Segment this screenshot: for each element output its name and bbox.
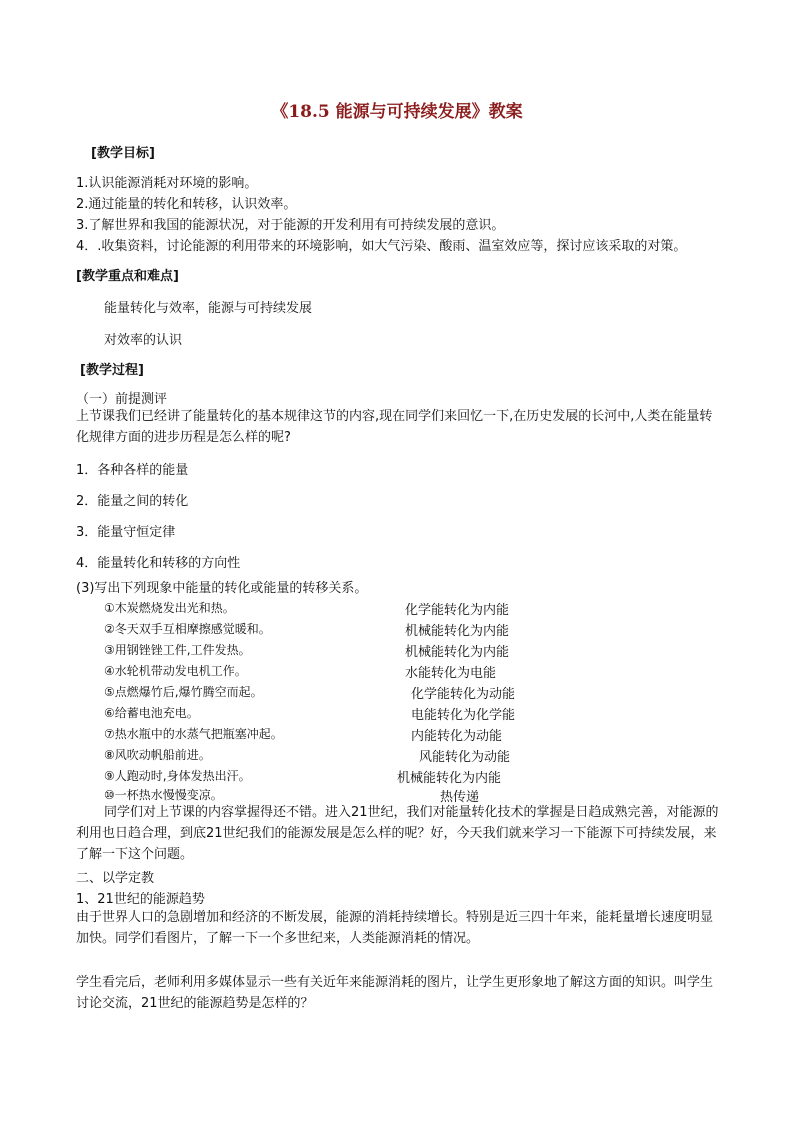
exercise-phenomenon: ⑧风吹动帆船前进。 <box>104 748 211 762</box>
section-1-title: （一）前提测评 <box>76 392 168 407</box>
key-point-text: 能量转化与效率，能源与可持续发展 <box>104 301 313 316</box>
review-item-2: 2．能量之间的转化 <box>76 494 189 509</box>
transition-paragraph: 同学们对上节课的内容掌握得还不错。进入21世纪，我们对能量转化技术的掌握是日趋成熟完善，对能源的利用也日趋合理，到底21世纪我们的能源发展是怎么样的呢？好，今天我们就来学习一下能源下可持续发展，来了解一下这个问题。 <box>76 805 719 862</box>
exercise-answer: 内能转化为动能 <box>411 729 503 744</box>
exercise-phenomenon: ②冬天双手互相摩擦感觉暖和。 <box>104 622 271 636</box>
review-item-4: 4．能量转化和转移的方向性 <box>76 556 241 571</box>
exercise-answer: 热传递 <box>440 790 480 805</box>
exercise-phenomenon: ⑥给蓄电池充电。 <box>104 706 199 720</box>
intro-paragraph: 上节课我们已经讲了能量转化的基本规律这节的内容,现在同学们来回忆一下,在历史发展的长河中,人类在能量转化规律方面的进步历程是怎么样的呢? <box>76 409 713 445</box>
document-title: 《18.5 能源与可持续发展》教案 <box>271 102 523 122</box>
exercise-answer: 机械能转化为内能 <box>397 771 502 786</box>
exercise-phenomenon: ⑩一杯热水慢慢变凉。 <box>104 788 223 802</box>
exercise-phenomenon: ⑦热水瓶中的水蒸气把瓶塞冲起。 <box>104 727 283 741</box>
exercise-prompt: (3)写出下列现象中能量的转化或能量的转移关系。 <box>76 581 368 596</box>
exercise-answer: 电能转化为化学能 <box>411 708 516 723</box>
key-points-heading: [教学重点和难点] <box>76 269 179 284</box>
exercise-answer: 化学能转化为动能 <box>411 687 516 702</box>
exercise-answer: 机械能转化为内能 <box>405 624 510 639</box>
exercise-phenomenon: ③用钢锉锉工件,工件发热。 <box>104 643 251 657</box>
subsection-1-title: 1、21世纪的能源趋势 <box>76 892 205 907</box>
review-item-1: 1．各种各样的能量 <box>76 463 189 478</box>
after-viewing-paragraph: 学生看完后，老师利用多媒体显示一些有关近年来能源消耗的图片，让学生更形象地了解这方面的知识。叫学生讨论交流，21世纪的能源趋势是怎样的？ <box>76 975 714 1011</box>
exercise-phenomenon: ①木炭燃烧发出光和热。 <box>104 601 235 615</box>
exercise-answer: 机械能转化为内能 <box>405 645 510 660</box>
exercise-phenomenon: ④水轮机带动发电机工作。 <box>104 664 247 678</box>
teaching-goals-heading: [教学目标] <box>91 146 155 161</box>
exercise-answer: 化学能转化为内能 <box>405 603 510 618</box>
energy-trend-paragraph: 由于世界人口的急剧增加和经济的不断发展，能源的消耗持续增长。特别是近三四十年来，能耗量增长速度明显加快。同学们看图片，了解一下一个多世纪来，人类能源消耗的情况。 <box>76 910 714 946</box>
exercise-answer: 风能转化为动能 <box>419 750 511 765</box>
goal-item-1: 1.认识能源消耗对环境的影响。 <box>76 176 258 191</box>
section-2-title: 二、以学定教 <box>76 871 155 886</box>
teaching-process-heading: [教学过程] <box>80 363 144 378</box>
exercise-phenomenon: ⑨人跑动时,身体发热出汗。 <box>104 769 251 783</box>
goal-item-4: 4．.收集资料，讨论能源的利用带来的环境影响，如大气污染、酸雨、温室效应等，探讨应该采取的对策。 <box>76 239 687 254</box>
goal-item-3: 3.了解世界和我国的能源状况，对于能源的开发利用有可持续发展的意识。 <box>76 218 505 233</box>
goal-item-2: 2.通过能量的转化和转移，认识效率。 <box>76 197 297 212</box>
review-item-3: 3．能量守恒定律 <box>76 525 176 540</box>
exercise-answer: 水能转化为电能 <box>405 666 497 681</box>
exercise-phenomenon: ⑤点燃爆竹后,爆竹腾空而起。 <box>104 685 263 699</box>
difficulty-text: 对效率的认识 <box>104 333 183 348</box>
